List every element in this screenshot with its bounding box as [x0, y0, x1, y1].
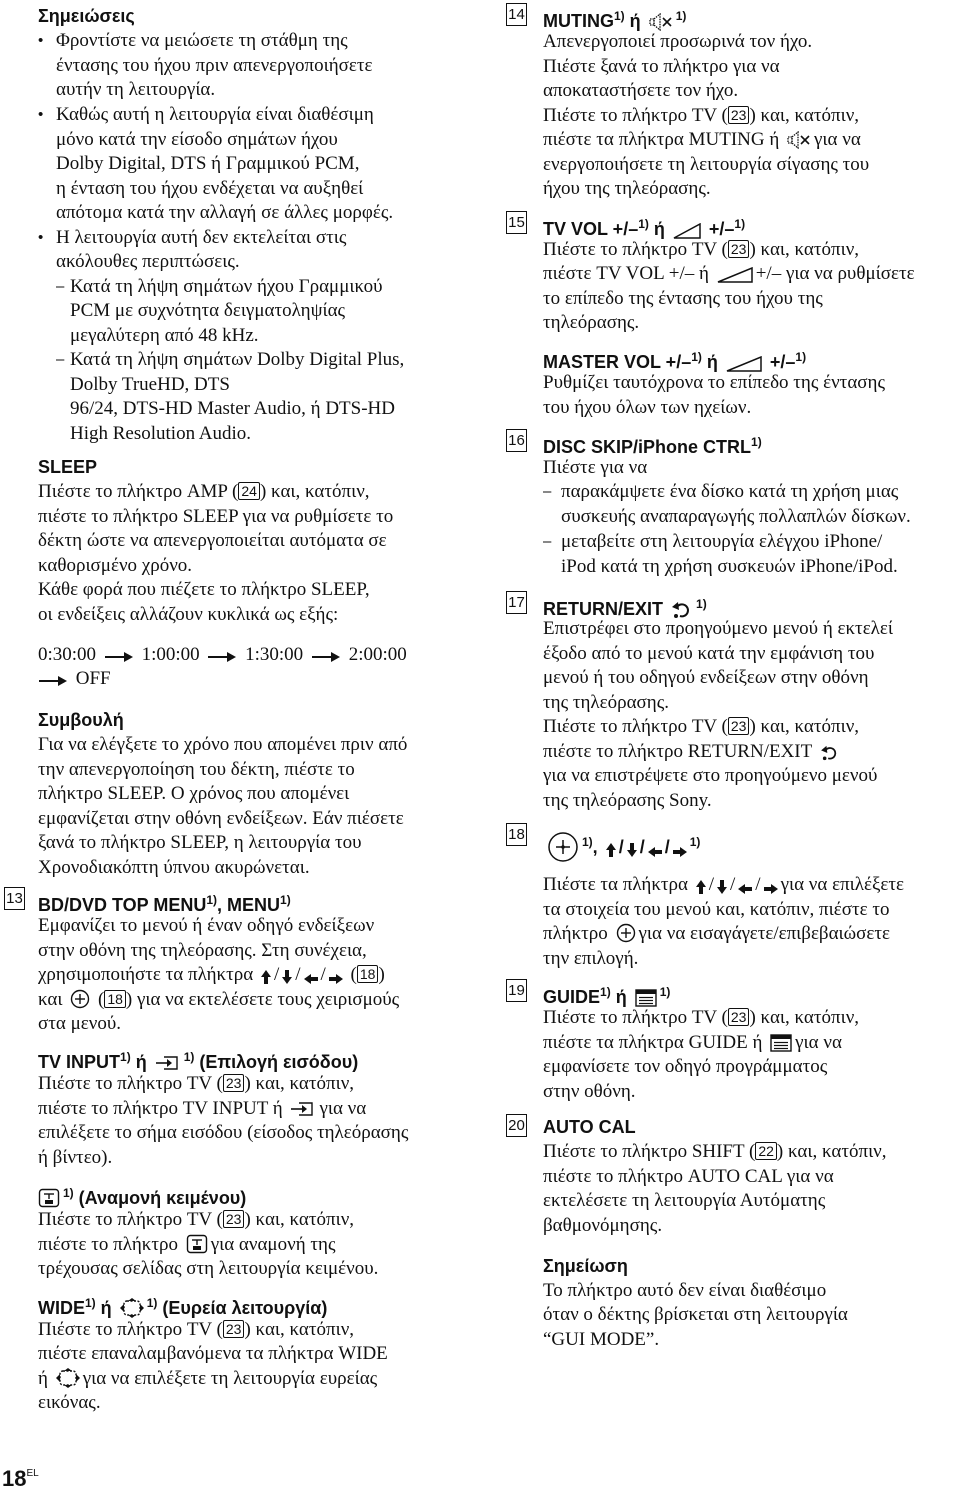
- tv-input-line: ή βίντεο).: [38, 1147, 113, 1168]
- navigation-line: πλήκτρο για να εισαγάγετε/επιβεβαιώσετε: [543, 923, 891, 944]
- disc-skip-line: iPod κατά τη χρήση συσκευών iPhone/iPod.: [561, 556, 898, 577]
- return-line: πιέστε το πλήκτρο RETURN/EXIT: [543, 740, 843, 764]
- top-menu-line: Εμφανίζει το μενού ή έναν οδηγό ενδείξεων: [38, 915, 375, 936]
- note-line: μεγαλύτερη από 48 kHz.: [70, 325, 259, 346]
- ref-box: 23: [728, 106, 750, 124]
- return-heading: RETURN/EXIT $^{1)}$: [543, 597, 707, 619]
- sleep-line: πιέστε το πλήκτρο SLEEP για να ρυθμίσετε το: [38, 506, 394, 527]
- sleep-line: Κάθε φορά που πιέζετε το πλήκτρο SLEEP,: [38, 579, 370, 600]
- arrow-down-icon: [717, 880, 727, 894]
- return-line: Επιστρέφει στο προηγούμενο μενού ή εκτελεί: [543, 618, 893, 639]
- note-line: όταν ο δέκτης βρίσκεται στη λειτουργία: [543, 1304, 848, 1325]
- tv-vol-heading: TV VOL +/–$^{1)}$ ή +/–$^{1)}$: [543, 217, 746, 239]
- ref-box: 23: [223, 1210, 245, 1228]
- item-number-18: 18: [506, 823, 527, 846]
- sleep-line: οι ενδείξεις αλλάζουν κυκλικά ως εξής:: [38, 604, 339, 625]
- wide-icon: [56, 1368, 80, 1388]
- note-line: “GUI MODE”.: [543, 1329, 660, 1350]
- note-line: η ένταση του ήχου ενδέχεται να αυξηθεί: [56, 178, 364, 199]
- arrow-down-icon: [282, 970, 292, 984]
- note-line: Dolby Digital, DTS ή Γραμμικού PCM,: [56, 153, 360, 174]
- sleep-heading: SLEEP: [38, 457, 98, 477]
- dash: –: [543, 533, 552, 550]
- tv-input-heading: TV INPUT$^{1)}$ ή $^{1)}$ (Επιλογή εισόδου): [38, 1050, 359, 1072]
- navigation-line: την επιλογή.: [543, 948, 639, 969]
- top-menu-heading: BD/DVD TOP MENU$^{1)}$, MENU$^{1)}$: [38, 893, 291, 915]
- note-line: Καθώς αυτή η λειτουργία είναι διαθέσιμη: [56, 104, 374, 125]
- tip-line: Για να ελέγξετε το χρόνο που απομένει πριν από: [38, 734, 408, 755]
- arrow-up-icon: [696, 880, 706, 894]
- item-number-13: 13: [4, 887, 25, 910]
- text-hold-line: Πιέστε το πλήκτρο TV ( 23 ) και, κατόπιν,: [38, 1209, 355, 1230]
- arrow-right-icon: [764, 884, 778, 894]
- text-hold-heading: $^{1)}$ (Αναμονή κειμένου): [38, 1181, 246, 1210]
- arrow-up-icon: [606, 843, 616, 857]
- auto-cal-line: βαθμονόμησης.: [543, 1215, 663, 1236]
- text-hold-icon: [186, 1234, 208, 1254]
- tv-vol-line: το επίπεδο της έντασης του ήχου της: [543, 288, 823, 309]
- auto-cal-line: Πιέστε το πλήκτρο SHIFT ( 22 ) και, κατόπιν,: [543, 1141, 887, 1162]
- ref-box: 23: [728, 717, 750, 735]
- enter-plus-icon: [547, 831, 579, 863]
- arrow-left-icon: [304, 974, 318, 984]
- tip-line: εμφανίζεται στην οθόνη ενδείξεων. Εάν πιέσετε: [38, 808, 404, 829]
- note-line: Dolby TrueHD, DTS: [70, 374, 230, 395]
- sleep-line: καθορισμένο χρόνο.: [38, 555, 193, 576]
- disc-skip-line: μεταβείτε στη λειτουργία ελέγχου iPhone/: [561, 531, 883, 552]
- arrow-right-icon: [311, 650, 341, 664]
- wide-line: πιέστε επαναλαμβανόμενα τα πλήκτρα WIDE: [38, 1343, 388, 1364]
- dash: –: [543, 483, 552, 500]
- dash: –: [56, 351, 65, 368]
- arrow-left-icon: [648, 847, 662, 857]
- disc-skip-line: συσκευής αναπαραγωγής πολλαπλών δίσκων.: [561, 506, 911, 527]
- item-number-14: 14: [506, 3, 527, 26]
- muting-line: ήχου της τηλεόρασης.: [543, 178, 711, 199]
- item-number-17: 17: [506, 591, 527, 614]
- volume-wedge-icon: [673, 223, 701, 239]
- guide-line: Πιέστε το πλήκτρο TV ( 23 ) και, κατόπιν,: [543, 1007, 860, 1028]
- arrow-right-icon: [207, 650, 237, 664]
- return-icon: [820, 745, 840, 761]
- master-vol-heading: MASTER VOL +/–$^{1)}$ ή +/–$^{1)}$: [543, 350, 807, 372]
- arrow-right-icon: [104, 650, 134, 664]
- return-line: της τηλεόρασης.: [543, 692, 669, 713]
- note-line: High Resolution Audio.: [70, 423, 252, 444]
- disc-skip-line: παρακάμψετε ένα δίσκο κατά τη χρήση μιας: [561, 481, 899, 502]
- ref-box: 18: [357, 965, 379, 983]
- ref-box: 18: [104, 990, 126, 1008]
- guide-line: στην οθόνη.: [543, 1081, 636, 1102]
- note-line: απότομα κατά την αλλαγή σε άλλες μορφές.: [56, 202, 394, 223]
- item-number-16: 16: [506, 429, 527, 452]
- sleep-cycle: 0:30:00 1:00:00 1:30:00 2:00:00: [38, 644, 407, 665]
- muting-line: ενεργοποιήσετε τη λειτουργία σίγασης του: [543, 154, 870, 175]
- note-line: ακόλουθες περιπτώσεις.: [56, 251, 240, 272]
- note-line: PCM με συχνότητα δειγματοληψίας: [70, 300, 346, 321]
- muting-line: Απενεργοποιεί προσωρινά τον ήχο.: [543, 31, 813, 52]
- note-line: Η λειτουργία αυτή δεν εκτελείται στις: [56, 227, 347, 248]
- note-line: Το πλήκτρο αυτό δεν είναι διαθέσιμο: [543, 1280, 827, 1301]
- tip-line: πλήκτρο SLEEP. Ο χρόνος που απομένει: [38, 783, 350, 804]
- guide-line: πιέστε τα πλήκτρα GUIDE ή για να: [543, 1032, 842, 1053]
- note-line: μόνο κατά την είσοδο σημάτων ήχου: [56, 129, 338, 150]
- item-number-15: 15: [506, 211, 527, 234]
- input-select-icon: [290, 1100, 316, 1118]
- muting-line: Πιέστε το πλήκτρο TV ( 23 ) και, κατόπιν,: [543, 105, 860, 126]
- auto-cal-line: εκτελέσετε τη λειτουργία Αυτόματης: [543, 1190, 826, 1211]
- note-line: Κατά τη λήψη σημάτων ήχου Γραμμικού: [70, 276, 383, 297]
- muting-line: Πιέστε ξανά το πλήκτρο για να: [543, 56, 780, 77]
- guide-heading: GUIDE$^{1)}$ ή $^{1)}$: [543, 985, 671, 1007]
- ref-box: 23: [223, 1320, 245, 1338]
- note-heading: Σημείωση: [543, 1256, 628, 1276]
- input-select-icon: [155, 1054, 181, 1072]
- item-number-20: 20: [506, 1114, 527, 1137]
- disc-skip-heading: DISC SKIP/iPhone CTRL$^{1)}$: [543, 435, 762, 457]
- return-line: έξοδο από το μενού κατά την εμφάνιση του: [543, 643, 875, 664]
- master-vol-line: του ήχου όλων των ηχείων.: [543, 397, 752, 418]
- dash: –: [56, 278, 65, 295]
- muting-line: πιέστε τα πλήκτρα MUTING ή για να: [543, 129, 861, 150]
- ref-box: 23: [223, 1074, 245, 1092]
- master-vol-line: Ρυθμίζει ταυτόχρονα το επίπεδο της έντασης: [543, 372, 885, 393]
- wide-line: Πιέστε το πλήκτρο TV ( 23 ) και, κατόπιν,: [38, 1319, 355, 1340]
- tv-vol-line: πιέστε TV VOL +/– ή +/– για να ρυθμίσετε: [543, 263, 915, 284]
- text-hold-line: πιέστε το πλήκτρο για αναμονή της: [38, 1234, 336, 1255]
- tip-line: την απενεργοποίηση του δέκτη, πιέστε το: [38, 759, 355, 780]
- arrow-left-icon: [738, 884, 752, 894]
- sleep-line: δέκτη ώστε να απενεργοποιείται αυτόματα σε: [38, 530, 387, 551]
- note-line: Φροντίστε να μειώσετε τη στάθμη της: [56, 30, 348, 51]
- text-hold-icon: [38, 1188, 60, 1208]
- top-menu-line: χρησιμοποιήστε τα πλήκτρα / / / ( 18 ): [38, 964, 385, 985]
- item-number-19: 19: [506, 979, 527, 1002]
- note-line: αυτήν τη λειτουργία.: [56, 79, 216, 100]
- text-hold-line: τρέχουσας σελίδας στη λειτουργία κειμένου.: [38, 1258, 379, 1279]
- top-menu-line: και ( 18 ) για να εκτελέσετε τους χειρισμούς: [38, 989, 400, 1010]
- return-line: για να επιστρέψετε στο προηγούμενο μενού: [543, 765, 878, 786]
- sleep-line: Πιέστε το πλήκτρο AMP ( 24 ) και, κατόπιν,: [38, 481, 370, 502]
- tv-vol-line: τηλεόρασης.: [543, 312, 640, 333]
- wide-line: εικόνας.: [38, 1392, 101, 1413]
- bullet: •: [38, 32, 44, 49]
- guide-icon: [635, 989, 657, 1007]
- return-line: μενού ή του οδηγού ενδείξεων στην οθόνη: [543, 667, 869, 688]
- arrow-right-icon: [673, 847, 687, 857]
- guide-icon: [770, 1034, 792, 1052]
- top-menu-line: στα μενού.: [38, 1013, 121, 1034]
- wide-line: ή για να επιλέξετε τη λειτουργία ευρείας: [38, 1368, 378, 1389]
- navigation-line: τα στοιχεία του μενού και, κατόπιν, πιέστε το: [543, 899, 890, 920]
- wide-icon: [120, 1298, 144, 1318]
- tv-input-line: επιλέξετε το σήμα εισόδου (είσοδος τηλεόρασης: [38, 1122, 409, 1143]
- wide-heading: WIDE$^{1)}$ ή $^{1)}$ (Ευρεία λειτουργία): [38, 1296, 328, 1318]
- arrow-up-icon: [261, 970, 271, 984]
- enter-plus-icon: [70, 989, 90, 1009]
- navigation-heading: $^{1)}$, / / / $^{1)}$: [543, 830, 700, 863]
- tv-input-line: πιέστε το πλήκτρο TV INPUT ή για να: [38, 1098, 367, 1119]
- return-line: της τηλεόρασης Sony.: [543, 790, 712, 811]
- arrow-down-icon: [627, 843, 637, 857]
- volume-wedge-icon: [726, 356, 762, 372]
- enter-plus-icon: [616, 923, 636, 943]
- top-menu-line: στην οθόνη της τηλεόρασης. Στη συνέχεια,: [38, 940, 367, 961]
- muting-icon: [787, 131, 811, 149]
- bullet: •: [38, 106, 44, 123]
- tv-vol-line: Πιέστε το πλήκτρο TV ( 23 ) και, κατόπιν,: [543, 239, 860, 260]
- page-number: $18^{EL}$: [2, 1466, 39, 1491]
- note-line: έντασης του ήχου πριν απενεργοποιήσετε: [56, 55, 373, 76]
- bullet: •: [38, 229, 44, 246]
- ref-box: 22: [755, 1142, 777, 1160]
- note-line: 96/24, DTS-HD Master Audio, ή DTS-HD: [70, 398, 396, 419]
- ref-box: 23: [728, 240, 750, 258]
- return-line: Πιέστε το πλήκτρο TV ( 23 ) και, κατόπιν,: [543, 716, 860, 737]
- guide-line: εμφανίσετε τον οδηγό προγράμματος: [543, 1056, 828, 1077]
- tip-heading: Συμβουλή: [38, 710, 124, 730]
- sleep-cycle-end: OFF: [38, 667, 111, 691]
- muting-icon: [649, 13, 673, 31]
- tv-input-line: Πιέστε το πλήκτρο TV ( 23 ) και, κατόπιν,: [38, 1073, 355, 1094]
- arrow-right-icon: [329, 974, 343, 984]
- auto-cal-heading: AUTO CAL: [543, 1117, 636, 1137]
- arrow-right-icon: [38, 674, 68, 688]
- navigation-line: Πιέστε τα πλήκτρα / / / για να επιλέξετε: [543, 874, 905, 895]
- tip-line: Χρονοδιακόπτη ύπνου ακυρώνεται.: [38, 857, 310, 878]
- notes-heading: Σημειώσεις: [38, 6, 135, 26]
- disc-skip-line: Πιέστε για να: [543, 457, 648, 478]
- ref-box: 23: [728, 1008, 750, 1026]
- note-line: Κατά τη λήψη σημάτων Dolby Digital Plus,: [70, 349, 405, 370]
- tip-line: ξανά το πλήκτρο SLEEP, η λειτουργία του: [38, 832, 362, 853]
- ref-box: 24: [238, 482, 260, 500]
- auto-cal-line: πιέστε το πλήκτρο AUTO CAL για να: [543, 1166, 834, 1187]
- volume-wedge-icon: [717, 267, 753, 283]
- muting-line: αποκαταστήσετε τον ήχο.: [543, 80, 739, 101]
- muting-heading: MUTING$^{1)}$ ή $^{1)}$: [543, 9, 687, 31]
